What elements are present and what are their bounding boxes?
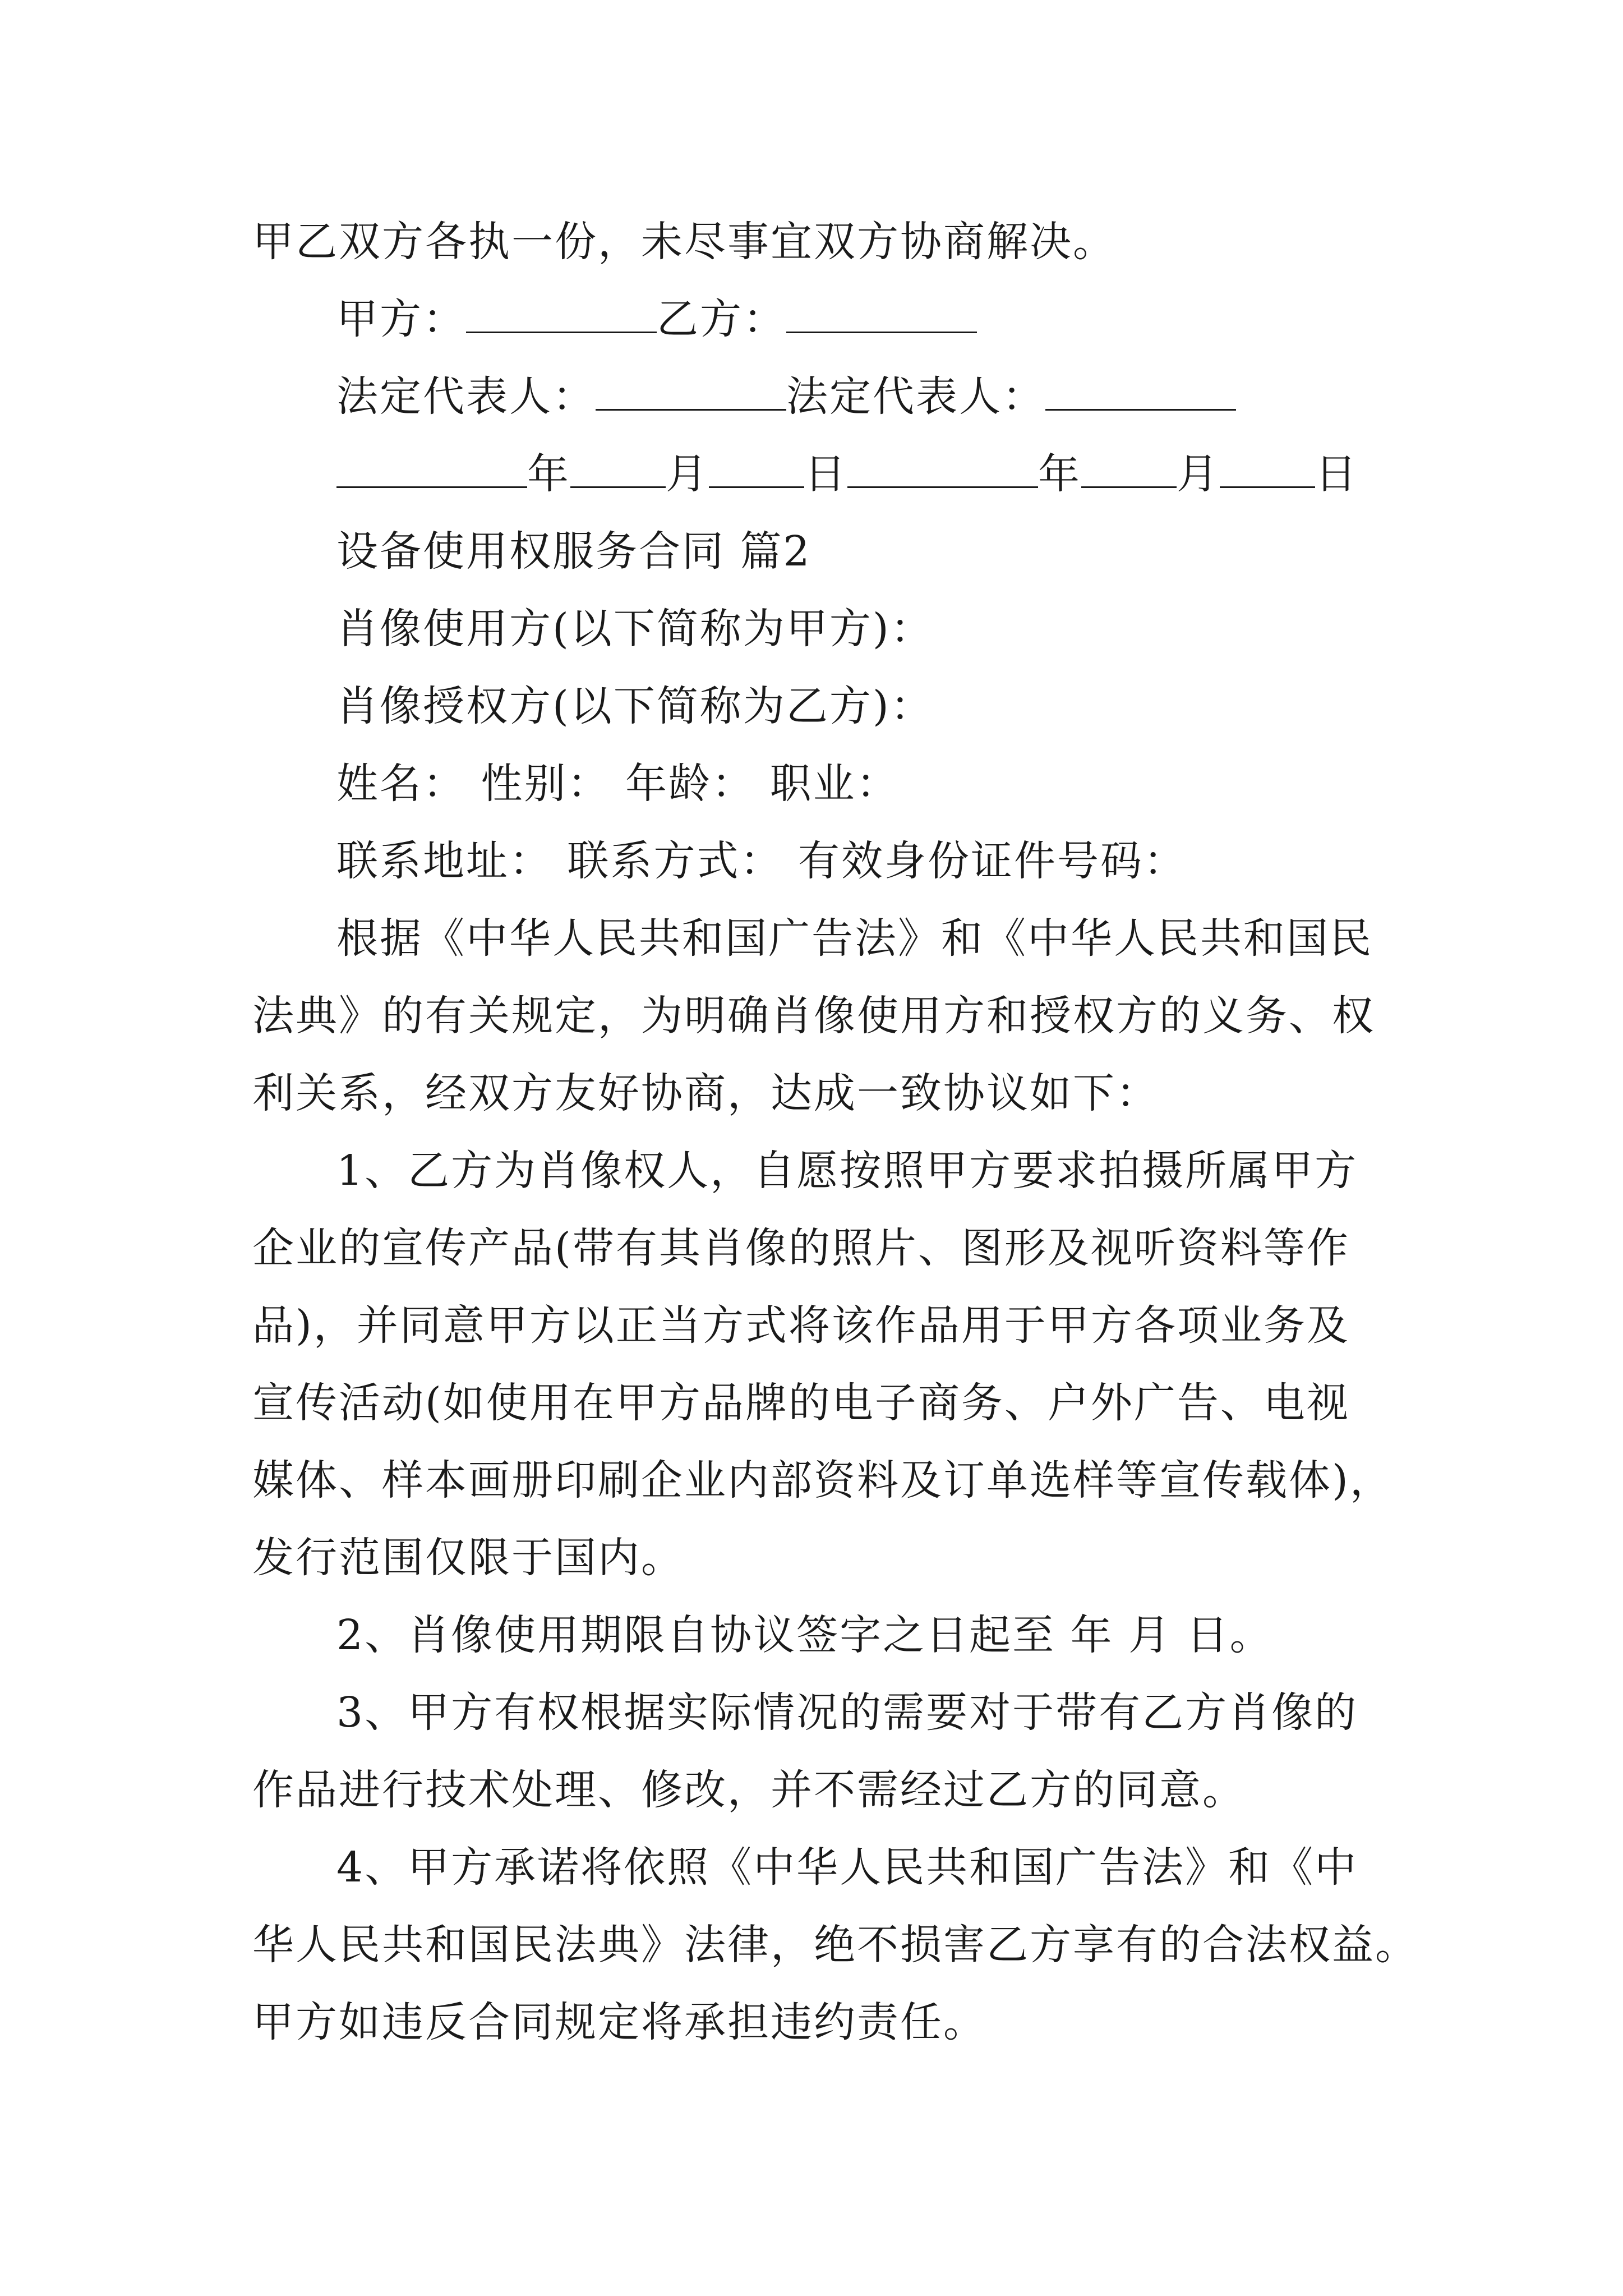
year-a-label: 年 [527,450,570,498]
representative-signature-line [336,370,1402,424]
rep-a-label: 法定代表人： [336,372,596,421]
text-line: 华人民共和国民法典》法律，绝不损害乙方享有的合法权益。 [252,1921,1418,1969]
text-line: 媒体、样本画册印刷企业内部资料及订单选样等宣传载体)， [252,1456,1393,1504]
rep-b-label: 法定代表人： [786,372,1045,421]
text-line: 法典》的有关规定，为明确肖像使用方和授权方的义务、权 [252,992,1375,1040]
day-a-blank [709,452,804,488]
text-line: 2、肖像使用期限自协议签字之日起至 年 月 日。 [336,1611,1273,1659]
year-a-blank [336,452,527,488]
day-b-blank [1220,452,1315,488]
text-line: 联系地址： 联系方式： 有效身份证件号码： [336,837,1187,885]
text-line: 3、甲方有权根据实际情况的需要对于带有乙方肖像的 [336,1688,1358,1737]
party-a-label: 甲方： [336,295,466,343]
party-signature-line [336,292,1402,346]
text-line: 企业的宣传产品(带有其肖像的照片、图形及视听资料等作 [252,1224,1350,1272]
rep-b-blank [1045,374,1236,411]
text-line: 4、甲方承诺将依照《中华人民共和国广告法》和《中 [336,1843,1358,1892]
text-line: 甲方如违反合同规定将承担违约责任。 [252,1998,986,2046]
year-b-label: 年 [1038,450,1081,498]
month-a-label: 月 [666,450,709,498]
text-line: 宣传活动(如使用在甲方品牌的电子商务、户外广告、电视 [252,1379,1350,1427]
year-b-blank [847,452,1038,488]
section-title: 设备使用权服务合同 篇2 [336,527,811,576]
text-line: 根据《中华人民共和国广告法》和《中华人民共和国民 [336,914,1373,963]
party-a-blank [466,297,657,333]
date-signature-line [336,447,1402,501]
party-b-blank [786,297,977,333]
text-line: 肖像授权方(以下简称为乙方)： [336,682,934,730]
month-b-label: 月 [1177,450,1220,498]
text-line: 肖像使用方(以下简称为甲方)： [336,605,934,653]
day-b-label: 日 [1315,450,1358,498]
text-line: 姓名： 性别： 年龄： 职业： [336,760,900,808]
text-line: 发行范围仅限于国内。 [252,1534,684,1582]
month-b-blank [1081,452,1177,488]
text-line: 甲乙双方各执一份，未尽事宜双方协商解决。 [252,218,1116,266]
text-line: 利关系，经双方友好协商，达成一致协议如下： [252,1069,1159,1117]
month-a-blank [570,452,666,488]
text-line: 1、乙方为肖像权人，自愿按照甲方要求拍摄所属甲方 [336,1147,1358,1195]
rep-a-blank [596,374,786,411]
text-line: 品)，并同意甲方以正当方式将该作品用于甲方各项业务及 [252,1301,1350,1350]
party-b-label: 乙方： [657,295,786,343]
text-line: 作品进行技术处理、修改，并不需经过乙方的同意。 [252,1766,1246,1814]
day-a-label: 日 [804,450,847,498]
